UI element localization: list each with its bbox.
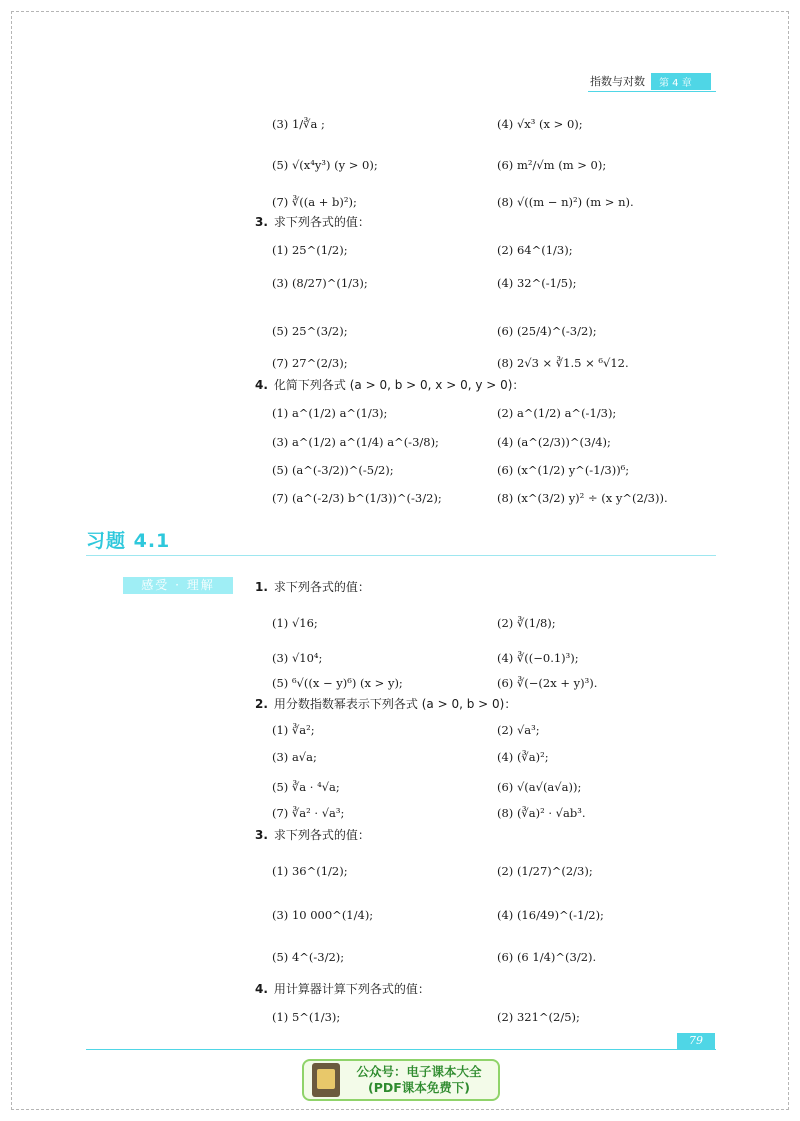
exercise-row xyxy=(272,408,732,420)
exercise-item: (6) m²/√m (m > 0); xyxy=(497,158,607,172)
exercise-item: (7) ∛a² · √a³; xyxy=(272,806,345,820)
exercise-item: (3) 10 000^(1/4); xyxy=(272,908,374,922)
exercise-item: (1) ∛a²; xyxy=(272,723,315,737)
exercise-row xyxy=(272,358,732,370)
exercise-item: (2) (1/27)^(2/3); xyxy=(497,864,593,878)
exercise-item: (2) 64^(1/3); xyxy=(497,243,573,257)
exercise-item: (4) √x³ (x > 0); xyxy=(497,117,583,131)
exercise-row xyxy=(272,653,732,665)
ex1-prompt: 求下列各式的值： xyxy=(273,580,370,594)
exercise-row xyxy=(272,465,732,477)
exercise-item: (3) √10⁴; xyxy=(272,651,323,665)
ex3-prompt: 求下列各式的值： xyxy=(273,828,370,842)
exercise-row xyxy=(272,808,732,820)
exercise-item: (5) √(x⁴y³) (y > 0); xyxy=(272,158,378,172)
exercise-item: (3) a^(1/2) a^(1/4) a^(-3/8); xyxy=(272,435,439,449)
exercise-row xyxy=(272,725,732,737)
exercise-item: (8) √((m − n)²) (m > n). xyxy=(497,195,634,209)
section-rule xyxy=(86,555,716,556)
exercise-item: (5) ⁶√((x − y)⁶) (x > y); xyxy=(272,676,403,690)
exercise-row xyxy=(272,245,732,257)
ex4-number: 4. xyxy=(255,982,268,996)
exercise-row xyxy=(272,197,732,209)
exercise-row xyxy=(272,910,732,922)
watermark-badge xyxy=(302,1059,500,1101)
exercise-item: (7) (a^(-2/3) b^(1/3))^(-3/2); xyxy=(272,491,442,505)
exercise-item: (2) a^(1/2) a^(-1/3); xyxy=(497,406,617,420)
exercise-row xyxy=(272,437,732,449)
exercise-item: (3) a√a; xyxy=(272,750,317,764)
watermark-line-2: (PDF课本免费下) xyxy=(367,1080,470,1095)
exercise-item: (3) (8/27)^(1/3); xyxy=(272,276,368,290)
watermark-line-1: 公众号：电子课本大全 xyxy=(356,1064,482,1079)
exercise-item: (1) √16; xyxy=(272,616,318,630)
exercise-row xyxy=(272,952,732,964)
q4-number: 4. xyxy=(255,378,268,392)
exercise-item: (6) (25/4)^(-3/2); xyxy=(497,324,597,338)
q3-prompt: 求下列各式的值： xyxy=(273,215,370,229)
watermark-text xyxy=(340,1064,498,1096)
exercise-item: (1) 36^(1/2); xyxy=(272,864,348,878)
exercise-row xyxy=(272,119,732,131)
ex3-question xyxy=(255,826,370,843)
q3-question xyxy=(255,213,370,230)
exercise-item: (2) ∛(1/8); xyxy=(497,616,556,630)
exercise-item: (2) 321^(2/5); xyxy=(497,1010,580,1024)
running-head-title: 指数与对数 xyxy=(590,75,645,88)
ex2-number: 2. xyxy=(255,697,268,711)
book-logo-icon xyxy=(312,1063,340,1097)
ex1-question xyxy=(255,578,370,595)
exercise-row xyxy=(272,618,732,630)
exercise-item: (1) a^(1/2) a^(1/3); xyxy=(272,406,388,420)
exercise-item: (4) (a^(2/3))^(3/4); xyxy=(497,435,611,449)
exercise-row xyxy=(272,678,732,690)
section-tag: 感受 · 理解 xyxy=(123,577,233,594)
exercise-item: (4) (∛a)²; xyxy=(497,750,549,764)
ex4-question xyxy=(255,980,430,997)
exercise-item: (4) ∛((−0.1)³); xyxy=(497,651,579,665)
q4-prompt: 化简下列各式 (a > 0, b > 0, x > 0, y > 0)： xyxy=(273,378,525,392)
exercise-item: (4) 32^(-1/5); xyxy=(497,276,577,290)
q3-number: 3. xyxy=(255,215,268,229)
exercise-item: (3) 1/∛a ; xyxy=(272,117,325,131)
ex3-number: 3. xyxy=(255,828,268,842)
page-number: 79 xyxy=(677,1033,715,1049)
exercise-row xyxy=(272,493,732,505)
exercise-item: (5) 4^(-3/2); xyxy=(272,950,345,964)
exercise-item: (7) ∛((a + b)²); xyxy=(272,195,357,209)
exercise-row xyxy=(272,160,732,172)
ex2-question xyxy=(255,695,516,712)
q4-question xyxy=(255,376,524,393)
chapter-label: 第 4 章 xyxy=(651,73,711,90)
exercise-row xyxy=(272,326,732,338)
exercise-item: (7) 27^(2/3); xyxy=(272,356,348,370)
exercise-item: (5) ∛a · ⁴√a; xyxy=(272,780,340,794)
section-title: 习题 4.1 xyxy=(86,530,171,552)
exercise-row xyxy=(272,1012,732,1024)
exercise-item: (6) (6 1/4)^(3/2). xyxy=(497,950,597,964)
exercise-row xyxy=(272,782,732,794)
exercise-item: (8) 2√3 × ∛1.5 × ⁶√12. xyxy=(497,356,629,370)
exercise-item: (8) (∛a)² · √ab³. xyxy=(497,806,586,820)
exercise-row xyxy=(272,278,732,290)
exercise-item: (1) 25^(1/2); xyxy=(272,243,348,257)
ex2-prompt: 用分数指数幂表示下列各式 (a > 0, b > 0)： xyxy=(273,697,517,711)
exercise-row xyxy=(272,752,732,764)
exercise-item: (1) 5^(1/3); xyxy=(272,1010,341,1024)
footer-rule xyxy=(86,1049,716,1050)
exercise-item: (5) 25^(3/2); xyxy=(272,324,348,338)
exercise-item: (6) √(a√(a√a)); xyxy=(497,780,582,794)
ex4-prompt: 用计算器计算下列各式的值： xyxy=(273,982,430,996)
ex1-number: 1. xyxy=(255,580,268,594)
exercise-row xyxy=(272,866,732,878)
exercise-item: (8) (x^(3/2) y)² ÷ (x y^(2/3)). xyxy=(497,491,668,505)
exercise-item: (2) √a³; xyxy=(497,723,540,737)
exercise-item: (5) (a^(-3/2))^(-5/2); xyxy=(272,463,394,477)
exercise-item: (4) (16/49)^(-1/2); xyxy=(497,908,604,922)
exercise-item: (6) (x^(1/2) y^(-1/3))⁶; xyxy=(497,463,630,477)
exercise-item: (6) ∛(−(2x + y)³). xyxy=(497,676,598,690)
